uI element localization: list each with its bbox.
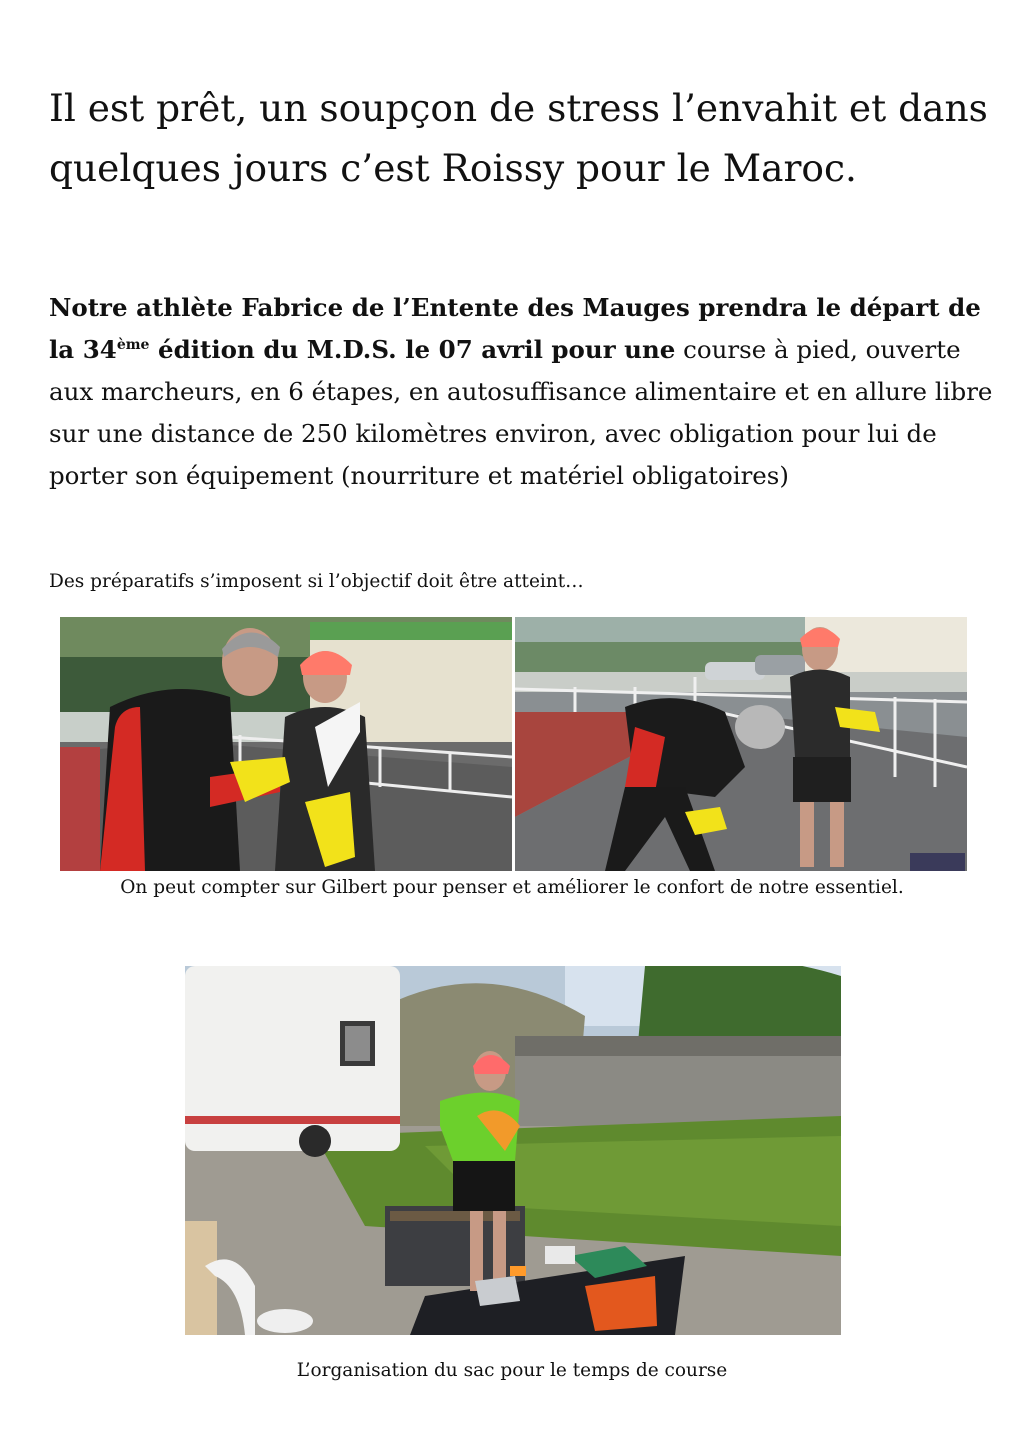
intro-rest: course à pied, ouverte aux marcheurs, en 6 étapes, en autosuffisance alimentaire et en allure libre sur une distance de 250 kilomètres environ, avec obligation pour lui de porter son équipement (nourriture et matériel obligatoires) bbox=[49, 335, 993, 490]
photo-runners-folding-gear bbox=[60, 617, 512, 871]
intro-paragraph bbox=[49, 287, 999, 497]
photo-caption-bag: L’organisation du sac pour le temps de course bbox=[296, 1360, 728, 1381]
intro-superscript: ème bbox=[116, 336, 150, 353]
page-title: Il est prêt, un soupçon de stress l’envahit et dans quelques jours c’est Roissy pour le Maroc. bbox=[49, 86, 988, 190]
photo-runner-bending-on-track bbox=[515, 617, 967, 871]
intro-bold-end: édition du M.D.S. le 07 avril pour une bbox=[149, 335, 676, 364]
intro-bold-start: Notre athlète Fabrice de l’Entente des Mauges prendra le départ de la 34 bbox=[49, 293, 981, 364]
preparation-text: Des préparatifs s’imposent si l’objectif doit être atteint… bbox=[49, 571, 584, 592]
photo-bag-organisation bbox=[185, 966, 841, 1335]
photo-caption-gilbert: On peut compter sur Gilbert pour penser et améliorer le confort de notre essentiel. bbox=[120, 877, 904, 898]
